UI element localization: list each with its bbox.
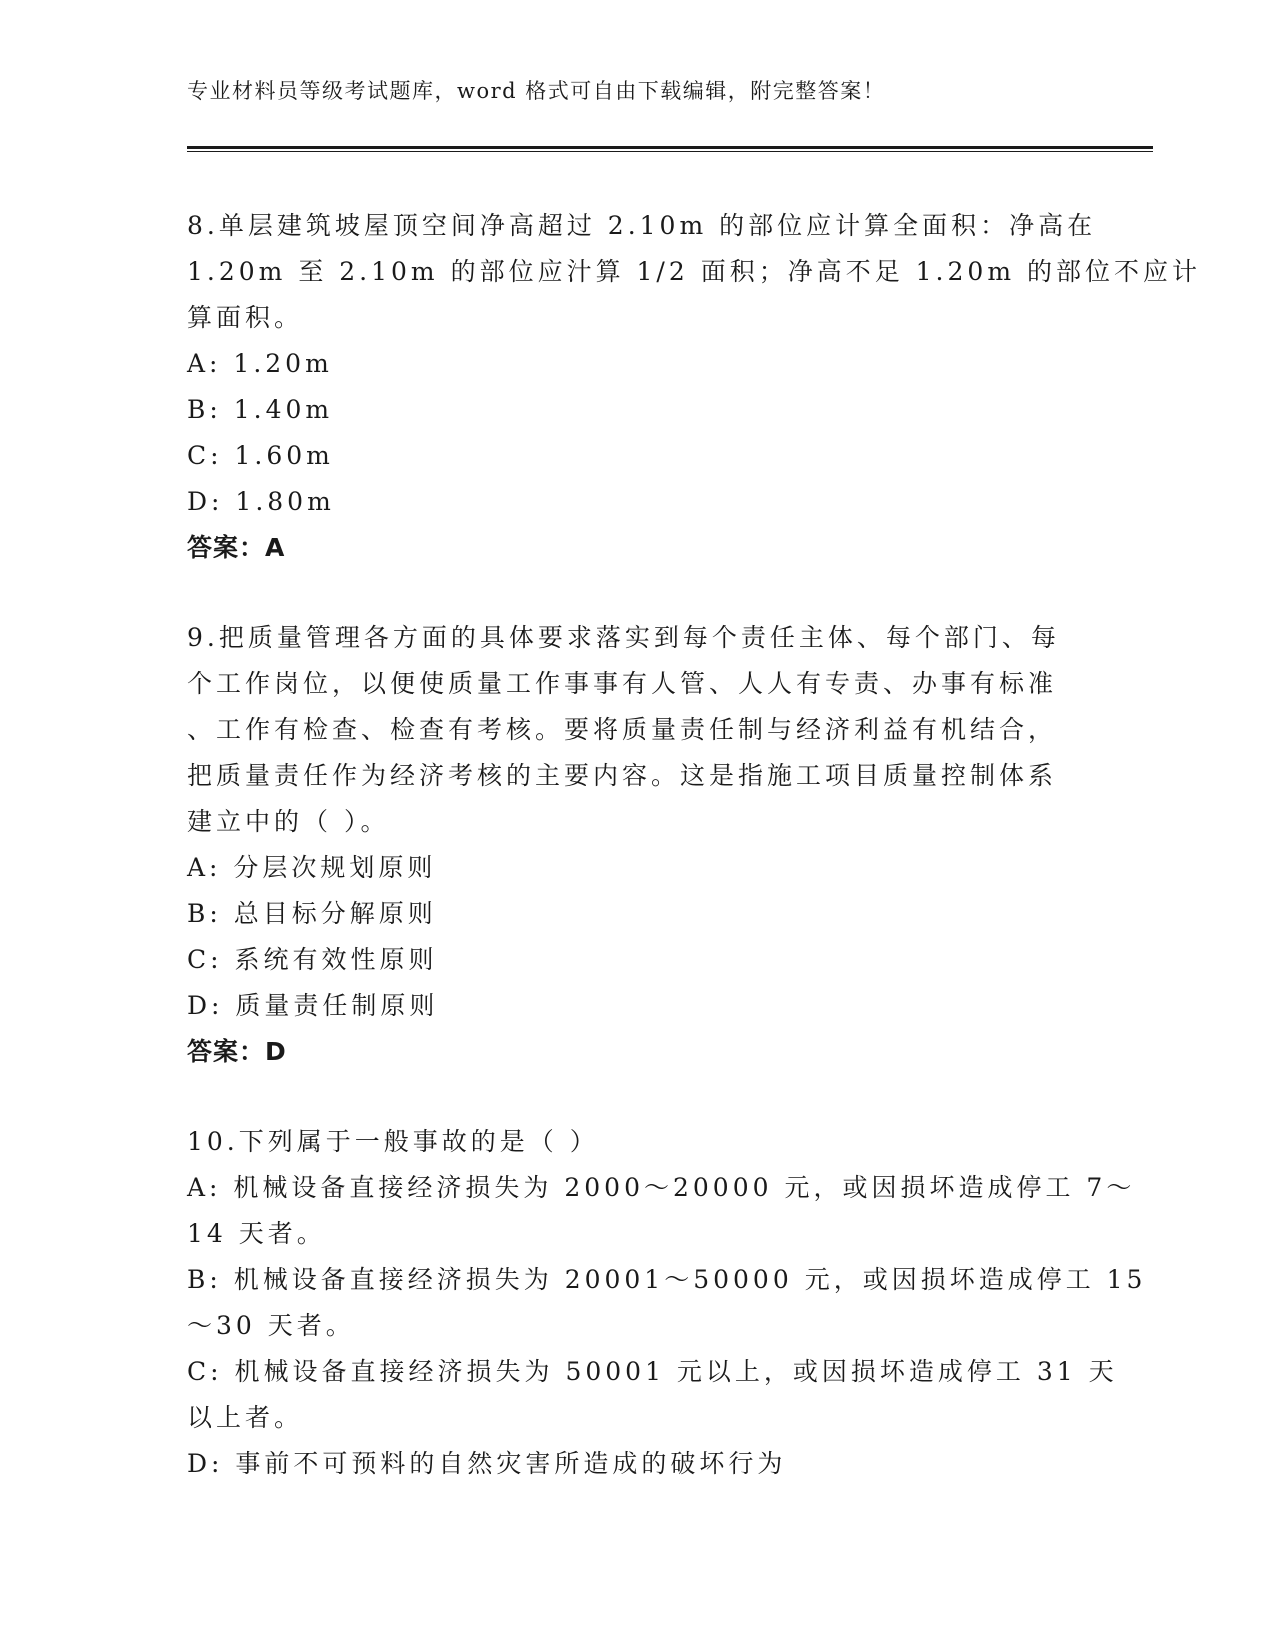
- question-9: [187, 615, 1087, 1075]
- question-text-line: 8.单层建筑坡屋顶空间净高超过 2.10m 的部位应计算全面积：净高在: [187, 211, 1097, 240]
- option-a-continued: 14 天者。: [187, 1219, 326, 1248]
- option-c: C: 1.60m: [187, 441, 334, 470]
- question-text-line: 算面积。: [187, 303, 304, 332]
- header-rule: [187, 146, 1153, 149]
- header-rule-thin: [187, 151, 1153, 152]
- answer-label: 答案：A: [187, 533, 286, 562]
- question-text-line: 、工作有检查、检查有考核。要将质量责任制与经济利益有机结合，: [187, 715, 1058, 744]
- option-c: C: 机械设备直接经济损失为 50001 元以上，或因损坏造成停工 31 天: [187, 1357, 1118, 1386]
- option-b: B: 总目标分解原则: [187, 899, 437, 928]
- option-d: D: 事前不可预料的自然灾害所造成的破坏行为: [187, 1449, 787, 1478]
- option-c-continued: 以上者。: [187, 1403, 304, 1432]
- page-header: 专业材料员等级考试题库，word 格式可自由下载编辑，附完整答案！: [187, 79, 886, 103]
- answer-label: 答案：D: [187, 1037, 287, 1066]
- option-a: A: 分层次规划原则: [187, 853, 437, 882]
- question-text-line: 建立中的（ ）。: [187, 807, 390, 836]
- question-8: [187, 203, 1201, 571]
- option-c: C: 系统有效性原则: [187, 945, 438, 974]
- question-text-line: 把质量责任作为经济考核的主要内容。这是指施工项目质量控制体系: [187, 761, 1058, 790]
- question-text-line: 1.20m 至 2.10m 的部位应汁算 1/2 面积；净高不足 1.20m 的部位不应计: [187, 257, 1201, 286]
- question-10: [187, 1119, 1147, 1487]
- option-b-continued: ～30 天者。: [187, 1311, 355, 1340]
- option-b: B: 1.40m: [187, 395, 334, 424]
- option-d: D: 1.80m: [187, 487, 335, 516]
- option-a: A: 1.20m: [187, 349, 333, 378]
- question-list: [187, 203, 1201, 1531]
- question-text-line: 个工作岗位，以便使质量工作事事有人管、人人有专责、办事有标准: [187, 669, 1058, 698]
- option-a: A: 机械设备直接经济损失为 2000～20000 元，或因损坏造成停工 7～: [187, 1173, 1136, 1202]
- question-text-line: 9.把质量管理各方面的具体要求落实到每个责任主体、每个部门、每: [187, 623, 1060, 652]
- option-d: D: 质量责任制原则: [187, 991, 439, 1020]
- option-b: B: 机械设备直接经济损失为 20001～50000 元，或因损坏造成停工 15: [187, 1265, 1147, 1294]
- question-text-line: 10.下列属于一般事故的是（ ）: [187, 1127, 599, 1156]
